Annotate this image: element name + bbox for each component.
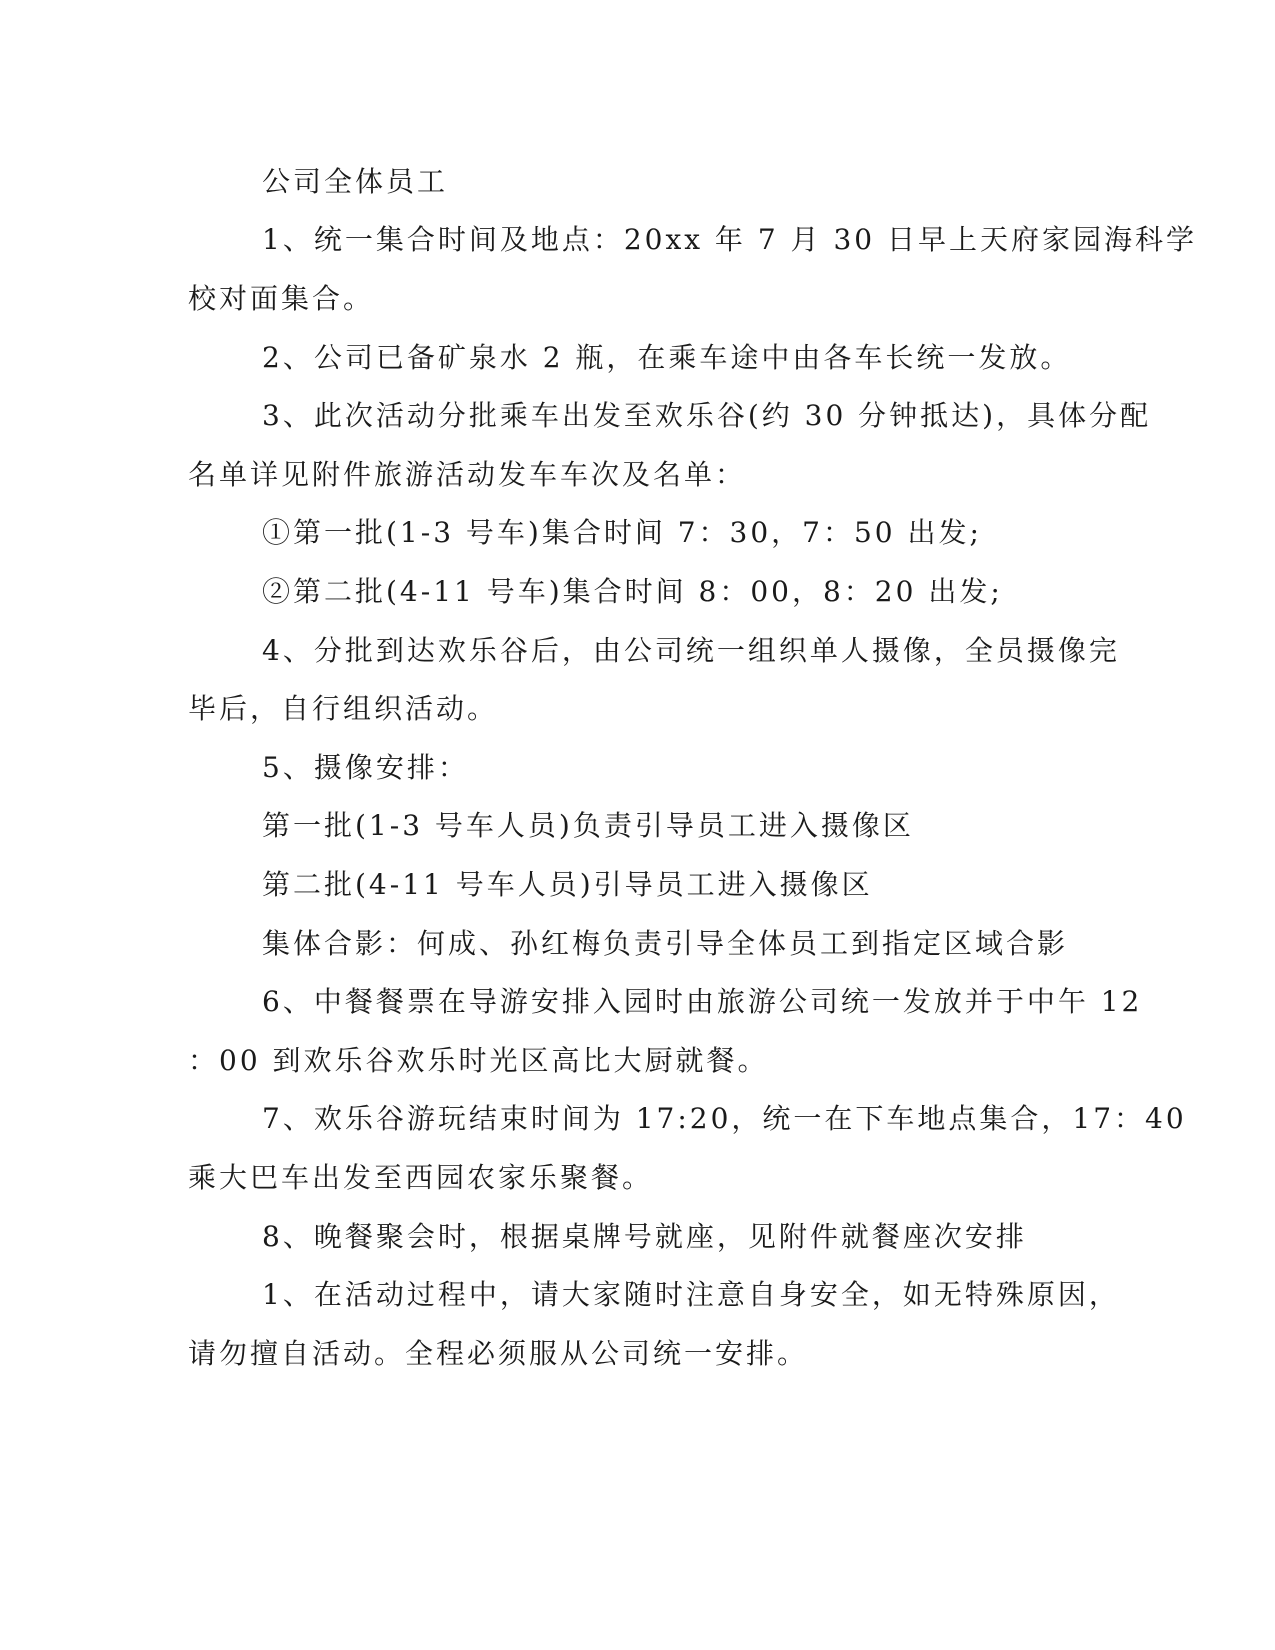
paragraph-line: 第二批(4-11 号车人员)引导员工进入摄像区 [262,868,873,901]
paragraph-line: 7、欢乐谷游玩结束时间为 17:20，统一在下车地点集合，17：40 [262,1102,1187,1135]
paragraph-line: 公司全体员工 [262,165,449,198]
paragraph-line: ②第二批(4-11 号车)集合时间 8：00，8：20 出发; [262,575,1003,608]
paragraph-line: ：00 到欢乐谷欢乐时光区高比大厨就餐。 [188,1044,769,1077]
paragraph-line: 8、晚餐聚会时，根据桌牌号就座，见附件就餐座次安排 [262,1220,1027,1253]
paragraph-line: 乘大巴车出发至西园农家乐聚餐。 [188,1161,654,1194]
paragraph-line: 1、统一集合时间及地点：20xx 年 7 月 30 日早上天府家园海科学 [262,223,1197,256]
paragraph-line: 3、此次活动分批乘车出发至欢乐谷(约 30 分钟抵达)，具体分配 [262,399,1152,432]
paragraph-line: 1、在活动过程中，请大家随时注意自身安全，如无特殊原因， [262,1278,1120,1311]
paragraph-line: 2、公司已备矿泉水 2 瓶，在乘车途中由各车长统一发放。 [262,341,1072,374]
paragraph-line: 毕后，自行组织活动。 [188,692,499,725]
paragraph-line: 4、分批到达欢乐谷后，由公司统一组织单人摄像，全员摄像完 [262,634,1120,667]
paragraph-line: 6、中餐餐票在导游安排入园时由旅游公司统一发放并于中午 12 [262,985,1143,1018]
paragraph-line: ①第一批(1-3 号车)集合时间 7：30，7：50 出发; [262,516,982,549]
paragraph-line: 请勿擅自活动。全程必须服从公司统一安排。 [188,1337,809,1370]
paragraph-line: 名单详见附件旅游活动发车车次及名单： [188,458,747,491]
paragraph-line: 集体合影：何成、孙红梅负责引导全体员工到指定区域合影 [262,927,1069,960]
paragraph-line: 第一批(1-3 号车人员)负责引导员工进入摄像区 [262,809,914,842]
paragraph-line: 5、摄像安排： [262,751,469,784]
paragraph-line: 校对面集合。 [188,282,375,315]
